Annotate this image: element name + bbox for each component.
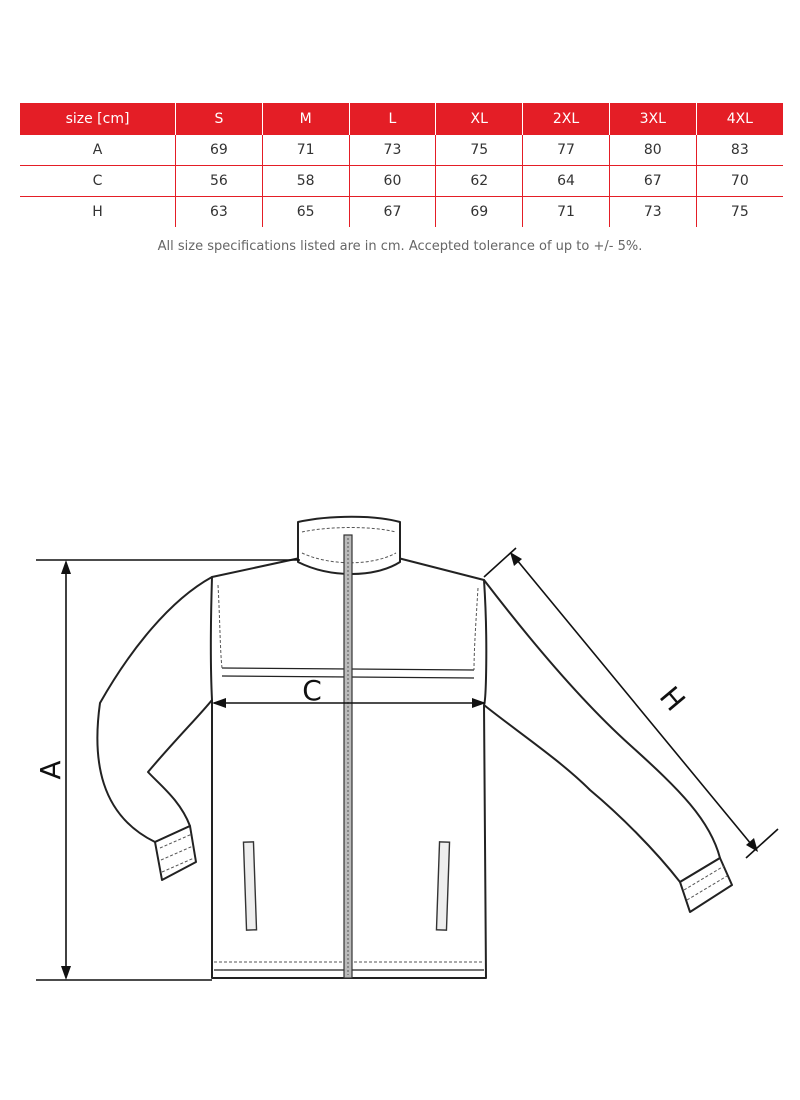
tolerance-note: All size specifications listed are in cm. Accepted tolerance of up to +/- 5%. — [157, 239, 643, 254]
table-cell: 77 — [523, 135, 610, 166]
table-cell: 80 — [609, 135, 696, 166]
right-sleeve — [484, 580, 720, 882]
table-cell: 67 — [609, 166, 696, 197]
table-cell: 83 — [696, 135, 783, 166]
table-cell: 73 — [609, 197, 696, 228]
table-cell: 69 — [176, 135, 263, 166]
table-cell: 67 — [349, 197, 436, 228]
column-header: size [cm] — [20, 103, 176, 135]
table-cell: 58 — [262, 166, 349, 197]
row-label: A — [20, 135, 176, 166]
row-label: C — [20, 166, 176, 197]
table-cell: 73 — [349, 135, 436, 166]
label-h: H — [652, 680, 692, 718]
table-cell: 62 — [436, 166, 523, 197]
left-sleeve — [97, 577, 212, 842]
column-header: 3XL — [609, 103, 696, 135]
left-pocket-zip — [243, 842, 256, 930]
column-header: 4XL — [696, 103, 783, 135]
column-header: L — [349, 103, 436, 135]
label-c: C — [302, 674, 322, 707]
table-cell: 71 — [523, 197, 610, 228]
table-cell: 65 — [262, 197, 349, 228]
jacket-illustration — [97, 517, 732, 978]
table-cell: 75 — [436, 135, 523, 166]
label-a: A — [34, 760, 67, 780]
column-header: 2XL — [523, 103, 610, 135]
column-header: M — [262, 103, 349, 135]
table-cell: 60 — [349, 166, 436, 197]
table-cell: 63 — [176, 197, 263, 228]
table-cell: 69 — [436, 197, 523, 228]
table-cell: 64 — [523, 166, 610, 197]
table-cell: 70 — [696, 166, 783, 197]
column-header: S — [176, 103, 263, 135]
right-pocket-zip — [436, 842, 449, 930]
table-cell: 75 — [696, 197, 783, 228]
table-cell: 71 — [262, 135, 349, 166]
column-header: XL — [436, 103, 523, 135]
table-cell: 56 — [176, 166, 263, 197]
row-label: H — [92, 204, 103, 220]
